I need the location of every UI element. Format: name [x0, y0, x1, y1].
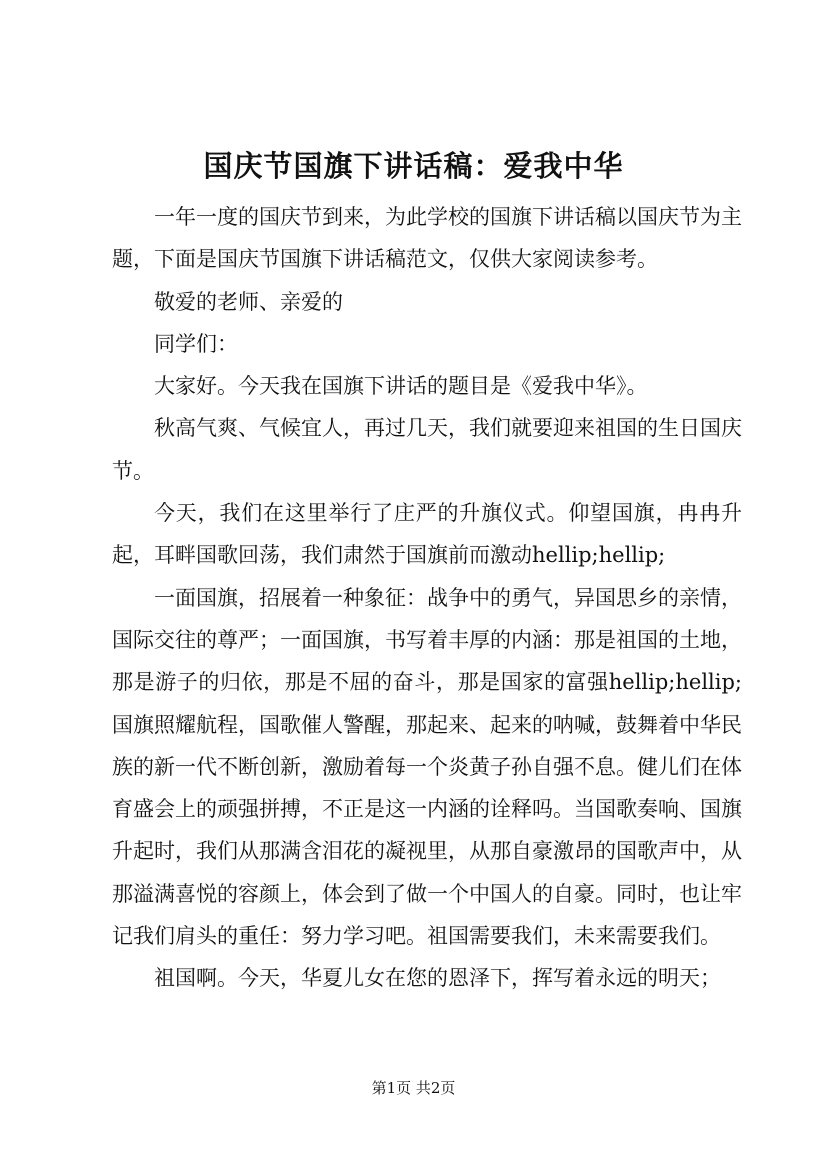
document-title: 国庆节国旗下讲话稿：爱我中华 — [203, 149, 624, 183]
paragraph-motherland: 祖国啊。今天，华夏儿女在您的恩泽下，挥写着永远的明天； — [154, 966, 721, 991]
paragraph-flag-symbol: 一面国旗，招展着一种象征：战争中的勇气，异国思乡的亲情，国际交往的尊严；一面国旗，书写着丰厚的内涵：那是祖国的土地，那是游子的归依，那是不屈的奋斗，那是国家的富强hellip;hellip;国旗照耀航程，国歌催人警醒，那起来、起来的呐喊，鼓舞着中华民族的新一代不断创新，激励着每一个炎黄子孙自强不息。健儿们在体育盛会上的顽强拼搏，不正是这一内涵的诠释吗。当国歌奏响、国旗升起时，我们从那满含泪花的凝视里，从那自豪激昂的国歌声中，从那溢满喜悦的容颜上，体会到了做一个中国人的自豪。同时，也让牢记我们肩头的重任：努力学习吧。祖国需要我们，未来需要我们。 — [112, 585, 742, 949]
page-number-footer: 第1页 共2页 — [371, 1079, 456, 1097]
document-body — [112, 196, 742, 1000]
paragraph-intro: 一年一度的国庆节到来，为此学校的国旗下讲话稿以国庆节为主题，下面是国庆节国旗下讲话稿范文，仅供大家阅读参考。 — [112, 205, 742, 272]
paragraph-ceremony: 今天，我们在这里举行了庄严的升旗仪式。仰望国旗，冉冉升起，耳畔国歌回荡，我们肃然于国旗前而激动hellip;hellip; — [112, 501, 742, 568]
paragraph-autumn: 秋高气爽、气候宜人，再过几天，我们就要迎来祖国的生日国庆节。 — [112, 416, 742, 483]
paragraph-salutation-2: 同学们： — [154, 331, 238, 356]
paragraph-salutation-1: 敬爱的老师、亲爱的 — [154, 289, 343, 314]
paragraph-greeting: 大家好。今天我在国旗下讲话的题目是《爱我中华》。 — [154, 374, 648, 399]
